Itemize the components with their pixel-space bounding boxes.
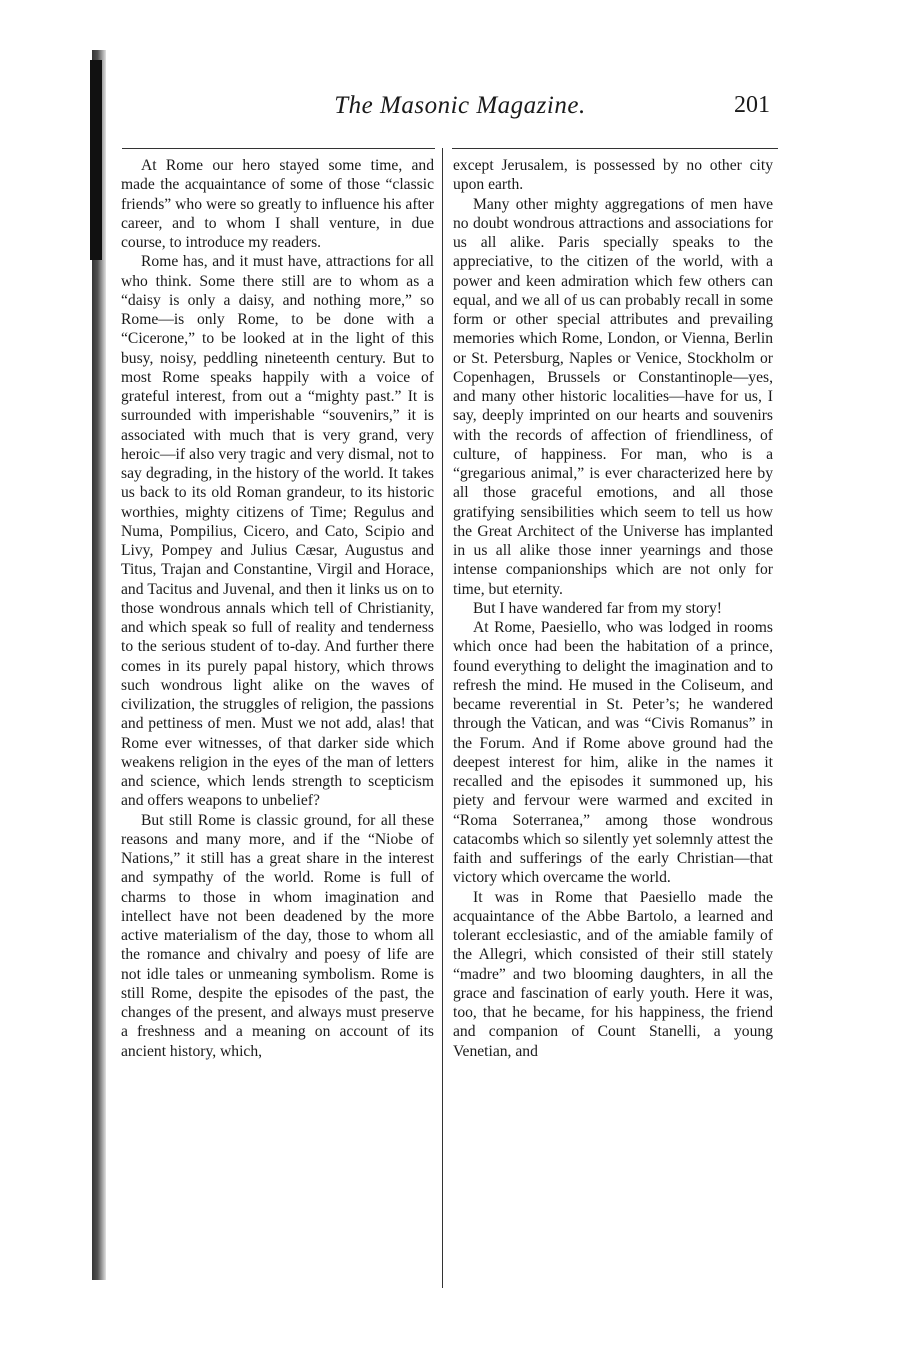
paragraph: Rome has, and it must have, attractions for all who think. Some there still are to whom as a “daisy is only a daisy, and nothing more,” so Rome—is only Rome, to be done with a “Cicerone,” to be looked at in the light of this busy, noisy, peddling nineteenth century. But to most Rome speaks happily with a voice of grateful interest, from out a “mighty past.” It is surrounded with imperishable “souvenirs,” it is associated with much that is very grand, very heroic—if also very tragic and very dismal, not to say degrading, in the history of the world. It takes us back to its old Roman grandeur, to its historic worthies, mighty citizens of Time; Regulus and Numa, Pompilius, Cicero, and Cato, Scipio and Livy, Pompey and Julius Cæsar, Augustus and Titus, Trajan and Constantine, Virgil and Horace, and Tacitus and Juvenal, and then it links us on to those wondrous annals which tell of Christianity, and which speak so full of reality and tenderness to the serious student of to-day. And further there comes in its purely papal history, which throws such wondrous light alike on the waves of civilization, the struggles of religion, the passions and pettiness of men. Must we not add, alas! that Rome ever witnesses, of that darker side which weakens religion in the eyes of the man of letters and science, which lends strength to scepticism and offers weapons to unbelief? xyxy=(121,253,434,810)
header-rule-left xyxy=(122,148,435,149)
running-header-title: The Masonic Magazine. xyxy=(334,92,586,119)
page-number: 201 xyxy=(734,92,770,118)
right-column xyxy=(453,156,773,1061)
binding-shadow xyxy=(90,60,102,260)
paragraph: But still Rome is classic ground, for all these reasons and many more, and if the “Niobe of Nations,” it still has a great share in the interest and sympathy of the world. Rome is full of charms to those in whom imagination and intellect have not been deadened by the more active materialism of the day, those to whom all the romance and chivalry and poesy of life are not idle tales or unmeaning symbolism. Rome is still Rome, despite the episodes of the past, the changes of the present, and always must preserve a freshness and a meaning on account of its ancient history, which, xyxy=(121,811,434,1060)
paragraph: Many other mighty aggregations of men have no doubt wondrous attractions and associations for us all alike. Paris specially speaks to the appreciative, to the citizen of the world, with a power and keen admiration which few others can equal, and we all of us can probably recall in some form or other special attributes and prevailing memories which Rome, London, or Vienna, Berlin or St. Petersburg, Naples or Venice, Stockholm or Copenhagen, Brussels or Constantinople—yes, and many other historic localities—have for us, I say, deeply imprinted on our hearts and souvenirs with the records of affection of friendliness, of culture, of happiness. For man, who is a “gregarious animal,” is ever characterized here by all those graceful emotions, and all those gratifying sensibilities which seem to tell us how the Great Architect of the Universe has implanted in us all alike those inner yearnings and those intense companionships which are not only for time, but eternity. xyxy=(453,195,773,598)
left-column xyxy=(121,156,434,1061)
paragraph: It was in Rome that Paesiello made the acquaintance of the Abbe Bartolo, a learned and tolerant ecclesiastic, and of the amiable family of the Allegri, which consisted of their still stately “madre” and two blooming daughters, in all the grace and fascination of early youth. Here it was, too, that he became, for his happiness, the friend and companion of Count Stanelli, a young Venetian, and xyxy=(453,888,773,1060)
header-rule-right xyxy=(452,148,778,149)
paragraph: At Rome, Paesiello, who was lodged in rooms which once had been the habitation of a prince, found everything to delight the imagination and to refresh the mind. He mused in the Coliseum, and became reverential in St. Peter’s; he wandered through the Vatican, and was “Civis Romanus” in the Forum. And if Rome above ground had the deepest interest for him, alike in the names it recalled and the episodes it summoned up, his piety and fervour were warmed and excited in “Roma Soterranea,” among those wondrous catacombs which so silently yet solemnly attest the faith and sufferings of the early Christian—that victory which overcame the world. xyxy=(453,619,773,887)
paragraph-continuation: except Jerusalem, is possessed by no other city upon earth. xyxy=(453,157,773,194)
paragraph: But I have wandered far from my story! xyxy=(473,599,722,617)
paragraph: At Rome our hero stayed some time, and made the acquaintance of some of those “classic friends” who were so greatly to influence his after career, and to whom I shall venture, in due course, to introduce my readers. xyxy=(121,157,434,251)
column-divider xyxy=(442,148,443,1288)
